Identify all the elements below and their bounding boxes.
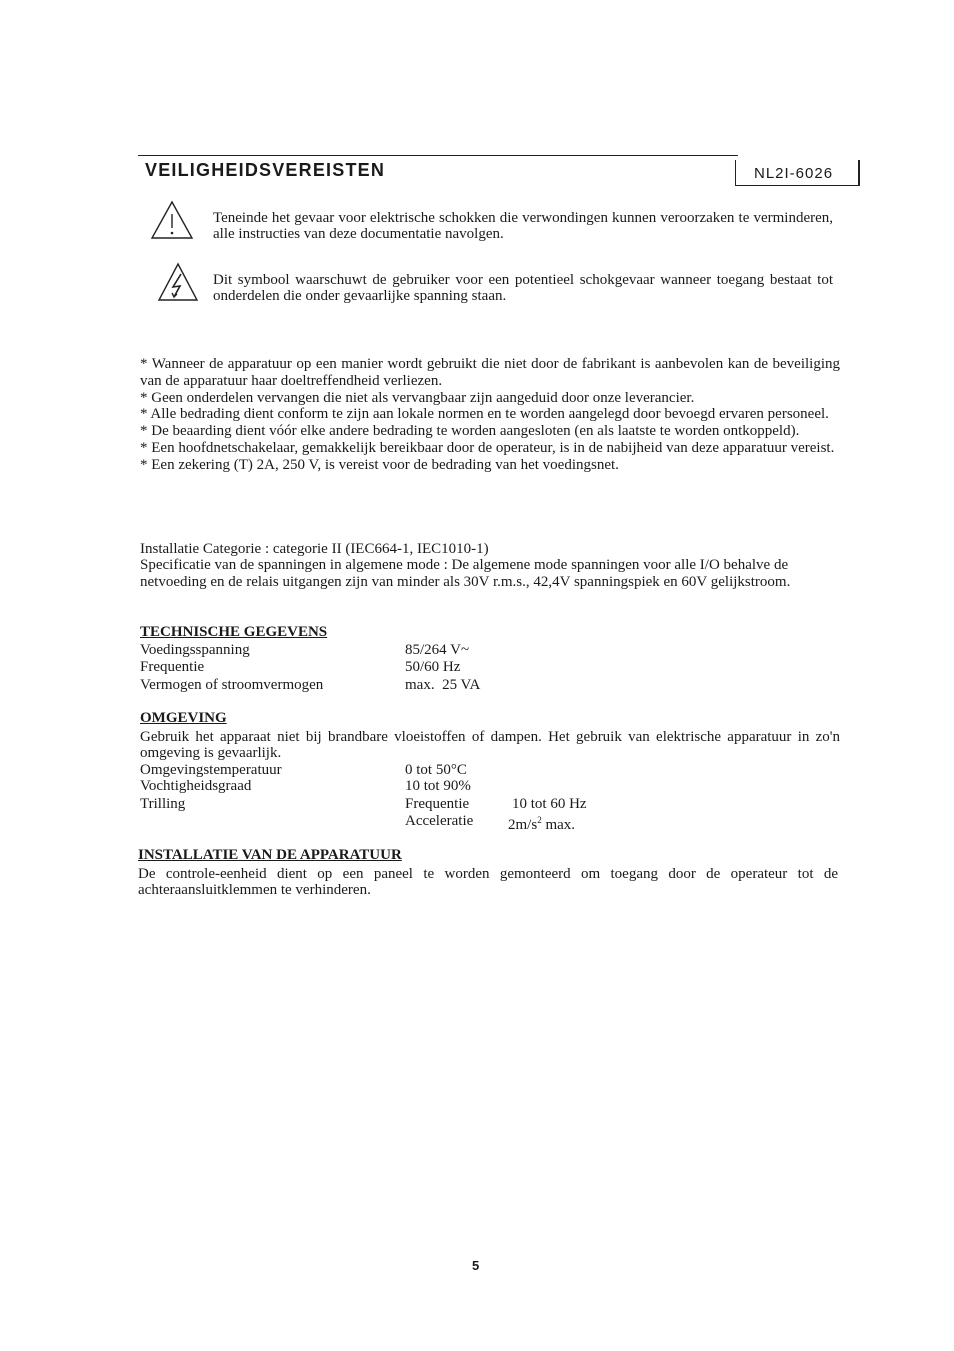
document-code: NL2I-6026 bbox=[735, 160, 860, 186]
spec-value: max. 25 VA bbox=[405, 677, 481, 693]
page-title: VEILIGHEIDSVEREISTEN bbox=[145, 160, 386, 180]
warning-text-general: Teneinde het gevaar voor elektrische schokken die verwondingen kunnen veroorzaken te verminderen, alle instructies van deze documentatie navolgen. bbox=[213, 210, 833, 242]
spec-value: 85/264 V~ bbox=[405, 642, 470, 658]
vibration-sub-label: Frequentie bbox=[405, 796, 470, 812]
spec-label: Frequentie bbox=[140, 659, 205, 675]
environment-heading: OMGEVING bbox=[140, 710, 227, 726]
list-item: * Alle bedrading dient conform te zijn aan lokale normen en te worden aangelegd door bevoegd ervaren personeel. bbox=[140, 406, 829, 423]
safety-bullet-list bbox=[140, 356, 840, 474]
electric-shock-triangle-icon bbox=[157, 262, 199, 307]
env-label: Omgevingstemperatuur bbox=[140, 762, 282, 778]
page-number: 5 bbox=[472, 1258, 480, 1273]
acceleration-value: 2m/s bbox=[508, 817, 538, 833]
env-value: 10 tot 90% bbox=[405, 778, 471, 794]
acceleration-unit: max. bbox=[545, 817, 576, 833]
warning-text-shock: Dit symbool waarschuwt de gebruiker voor een potentieel schokgevaar wanneer toegang bestaat tot onderdelen die onder gevaarlijke spanning staan. bbox=[213, 272, 833, 304]
acceleration-exponent: 2 bbox=[537, 815, 542, 825]
vibration-sub-value bbox=[508, 815, 575, 834]
vibration-sub-value: 10 tot 60 Hz bbox=[512, 796, 587, 812]
installation-category: Installatie Categorie : categorie II (IEC664-1, IEC1010-1) bbox=[140, 541, 489, 557]
environment-intro: Gebruik het apparaat niet bij brandbare vloeistoffen of dampen. Het gebruik van elektrische apparatuur in zo'n omgeving is gevaarlijk. bbox=[140, 729, 840, 761]
vibration-sub-label: Acceleratie bbox=[405, 813, 474, 829]
list-item: * De beaarding dient vóór elke andere bedrading te worden aangesloten (en als laatste te worden ontkoppeld). bbox=[140, 423, 800, 440]
voltage-specification: Specificatie van de spanningen in algemene mode : De algemene mode spanningen voor alle I/O behalve de netvoeding en de relais uitgangen zijn van minder als 30V r.m.s., 42,4V spanningspiek en 60V gelijkstroom. bbox=[140, 557, 791, 590]
technical-heading: TECHNISCHE GEGEVENS bbox=[140, 624, 328, 640]
env-label: Vochtigheidsgraad bbox=[140, 778, 252, 794]
spec-label: Vermogen of stroomvermogen bbox=[140, 677, 324, 693]
header-rule bbox=[138, 155, 738, 156]
list-item: * Een hoofdnetschakelaar, gemakkelijk bereikbaar door de operateur, is in de nabijheid van deze apparatuur vereist. bbox=[140, 439, 835, 456]
env-value: 0 tot 50°C bbox=[405, 762, 467, 778]
spec-label: Voedingsspanning bbox=[140, 642, 250, 658]
installation-text: De controle-eenheid dient op een paneel te worden gemonteerd om toegang door de operateur tot de achteraansluitklemmen te verhinderen. bbox=[138, 866, 838, 898]
warning-triangle-icon bbox=[150, 200, 194, 245]
list-item: * Wanneer de apparatuur op een manier wordt gebruikt die niet door de fabrikant is aanbevolen kan de beveiliging van de apparatuur haar doeltreffendheid verliezen. bbox=[140, 356, 840, 389]
list-item: * Een zekering (T) 2A, 250 V, is vereist voor de bedrading van het voedingsnet. bbox=[140, 456, 619, 473]
env-label: Trilling bbox=[140, 796, 186, 812]
spec-value: 50/60 Hz bbox=[405, 659, 461, 675]
installation-heading: INSTALLATIE VAN DE APPARATUUR bbox=[138, 847, 402, 863]
list-item: * Geen onderdelen vervangen die niet als vervangbaar zijn aangeduid door onze leverancier. bbox=[140, 389, 695, 406]
